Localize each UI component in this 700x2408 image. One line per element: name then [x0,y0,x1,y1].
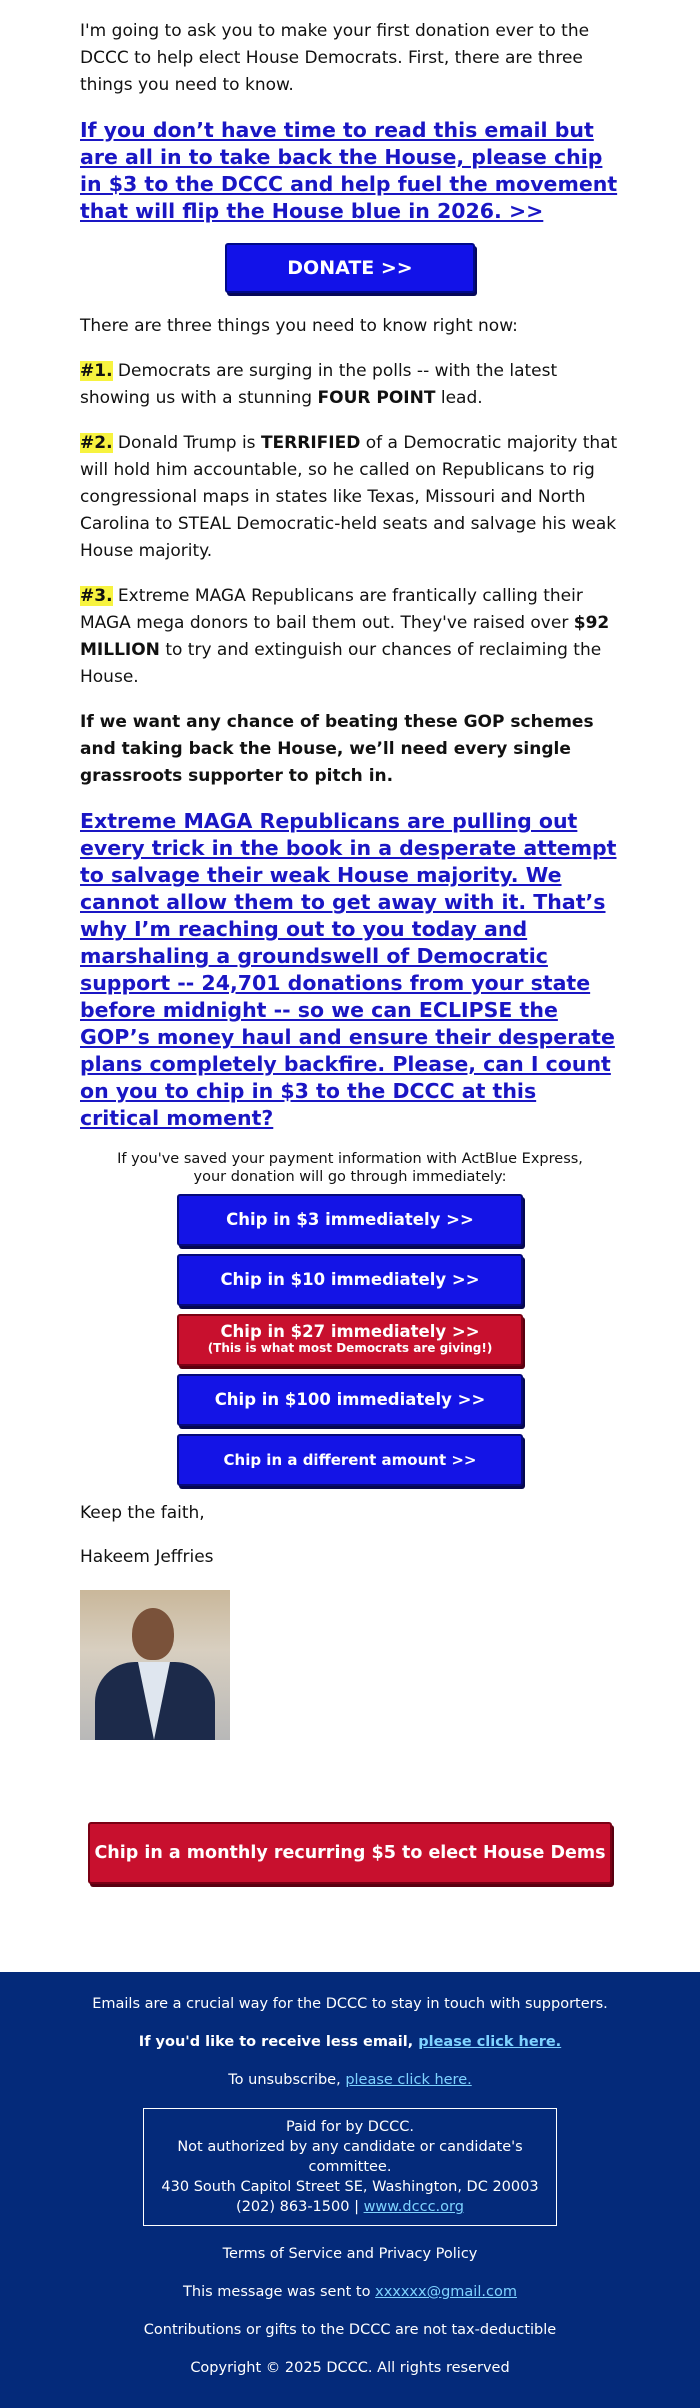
point-3-text-a: Extreme MAGA Republicans are frantically calling their MAGA mega donors to bail them out. They've raised over [80,586,583,633]
chip-3-button[interactable]: Chip in $3 immediately >> [177,1194,523,1246]
sent-to-text: This message was sent to [183,2284,376,2300]
point-1-bold: FOUR POINT [317,388,436,408]
unsubscribe-link[interactable]: please click here. [345,2072,472,2088]
sent-to [0,2282,700,2302]
cta-link-eclipse[interactable]: Extreme MAGA Republicans are pulling out every trick in the book in a desperate attempt to salvage their weak House majority. We cannot allow them to get away with it. That’s why I’m reaching out to you today and marshaling a groundswell of Democratic support -- 24,701 donations from your state before midnight -- so we can ECLIPSE the GOP’s money haul and ensure their desperate plans completely backfire. Please, can I count on you to chip in $3 to the DCCC at this critical moment? [80,809,617,1130]
copyright: Copyright © 2025 DCCC. All rights reserved [190,2360,510,2376]
point-1-text-b: lead. [435,388,483,408]
signature: Hakeem Jeffries [80,1547,214,1567]
website-link[interactable]: www.dccc.org [363,2199,464,2215]
chip-other-amount-button[interactable]: Chip in a different amount >> [177,1434,523,1486]
footer-less-email [0,2032,700,2052]
actblue-note-line-2: your donation will go through immediately: [193,1169,507,1185]
phone: (202) 863-1500 | [236,2199,364,2215]
point-1-text-a: Democrats are surging in the polls -- with the latest showing us with a stunning [80,361,558,408]
hakeem-jeffries-photo [80,1590,230,1740]
point-3-bold: $92 MILLION [80,613,610,660]
point-1 [80,358,620,412]
address: 430 South Capitol Street SE, Washington, DC 20003 [161,2179,539,2195]
paid-for: Paid for by DCCC. [286,2119,414,2135]
point-3-text-b: to try and extinguish our chances of reclaiming the House. [80,640,602,687]
chip-27-button[interactable] [177,1314,523,1366]
point-2-text-a: Donald Trump is [112,433,261,453]
point-2 [80,430,620,565]
tax-note: Contributions or gifts to the DCCC are not tax-deductible [143,2322,557,2338]
chip-27-sublabel: (This is what most Democrats are giving!) [207,1341,493,1355]
recipient-email-link[interactable]: xxxxxx@gmail.com [375,2284,517,2300]
less-email-text: If you'd like to receive less email, [138,2034,419,2050]
monthly-button-row [0,1822,700,1920]
terms-link[interactable]: Terms of Service and Privacy Policy [222,2246,478,2262]
footer-unsubscribe [0,2070,700,2090]
unsubscribe-text: To unsubscribe, [228,2072,346,2088]
chip-27-label: Chip in $27 immediately >> [220,1322,480,1341]
not-authorized: Not authorized by any candidate or candidate's committee. [177,2139,523,2175]
donate-button[interactable]: DONATE >> [225,243,475,293]
point-2-number: #2. [80,433,113,453]
intro-paragraph: I'm going to ask you to make your first donation ever to the DCCC to help elect House Democrats. First, there are three things you need to know. [80,21,590,95]
chip-10-button[interactable]: Chip in $10 immediately >> [177,1254,523,1306]
chip-100-button[interactable]: Chip in $100 immediately >> [177,1374,523,1426]
actblue-note [80,1150,620,1186]
point-2-text-b: of a Democratic majority that will hold him accountable, so he called on Republicans to rig congressional maps in states like Texas, Missouri and North Carolina to STEAL Democratic-held seats and salvage his weak House majority. [80,433,618,561]
point-3 [80,583,620,691]
cta-link-chip-in[interactable]: If you don’t have time to read this email but are all in to take back the House, please chip in $3 to the DCCC and help fuel the movement that will flip the House blue in 2026. >> [80,118,618,223]
less-email-link[interactable]: please click here. [418,2034,562,2050]
actblue-note-line-1: If you've saved your payment information with ActBlue Express, [117,1151,583,1167]
donate-button-row [80,243,620,293]
photo-head [132,1608,174,1660]
point-1-number: #1. [80,361,113,381]
three-things-heading: There are three things you need to know right now: [80,316,518,336]
signoff: Keep the faith, [80,1503,205,1523]
point-3-number: #3. [80,586,113,606]
paid-for-box [143,2108,557,2226]
monthly-recurring-button[interactable]: Chip in a monthly recurring $5 to elect House Dems >> [88,1822,612,1884]
footer-line-1: Emails are a crucial way for the DCCC to stay in touch with supporters. [92,1996,608,2012]
phone-website [144,2197,556,2217]
grassroots-paragraph: If we want any chance of beating these GOP schemes and taking back the House, we’ll need every single grassroots supporter to pitch in. [80,712,594,786]
point-2-bold: TERRIFIED [260,433,361,453]
footer [0,1972,700,2408]
